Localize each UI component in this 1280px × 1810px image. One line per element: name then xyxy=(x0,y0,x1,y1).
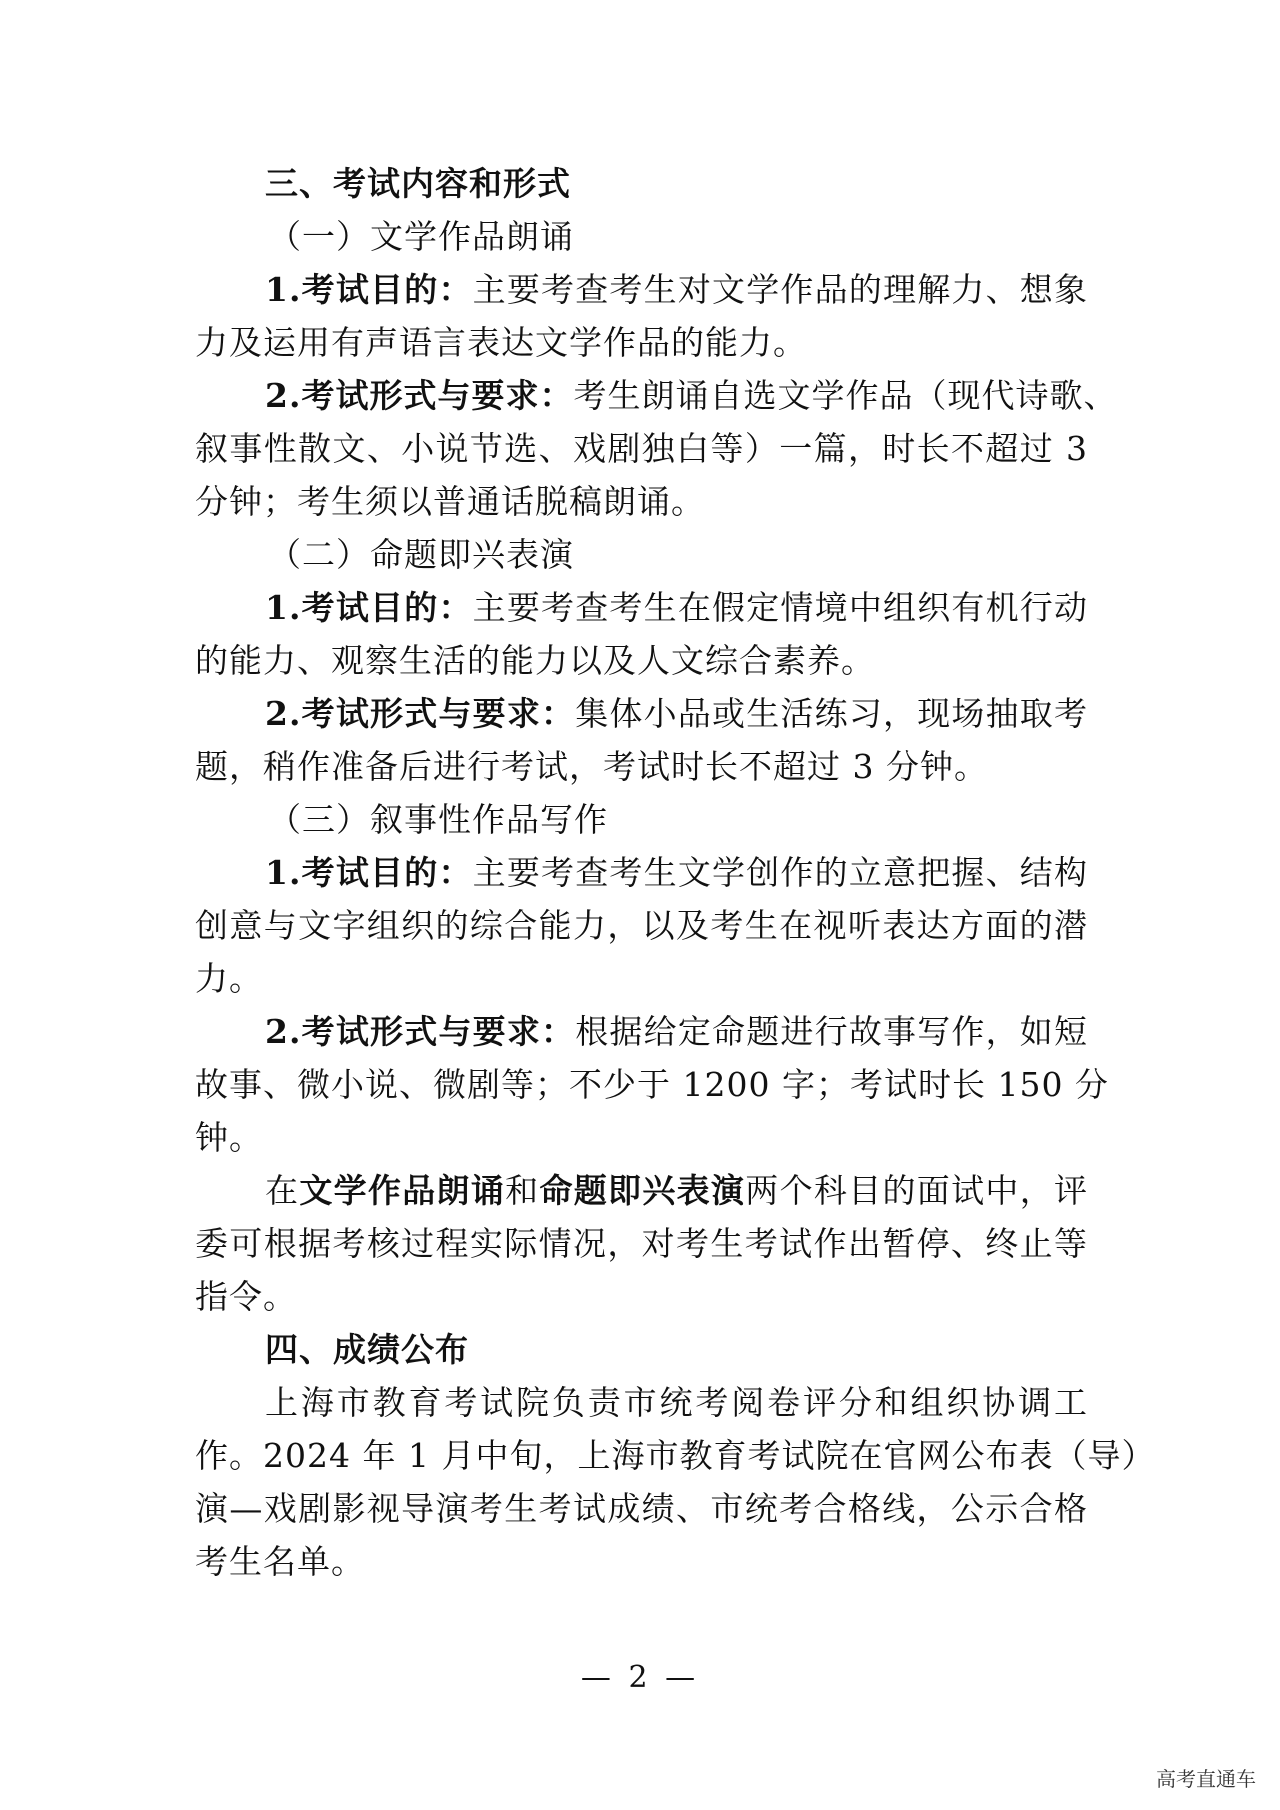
paragraph-line: 力。 xyxy=(195,959,263,998)
paragraph-line: 创意与文字组织的综合能力，以及考生在视听表达方面的潜 xyxy=(195,906,1088,945)
item-label: 1.考试目的： xyxy=(265,588,473,627)
paragraph-text: 考生朗诵自选文学作品（现代诗歌、 xyxy=(573,376,1118,415)
item-label: 2.考试形式与要求： xyxy=(265,1012,576,1051)
section-heading-exam-content: 三、考试内容和形式 xyxy=(265,164,571,203)
paragraph-line xyxy=(265,1012,1088,1052)
paragraph-line xyxy=(265,270,1088,310)
emphasis-text: 命题即兴表演 xyxy=(539,1171,746,1210)
paragraph-text: 和 xyxy=(505,1171,540,1210)
paragraph-line: 分钟；考生须以普通话脱稿朗诵。 xyxy=(195,482,705,521)
subheading-improv-performance: （二）命题即兴表演 xyxy=(268,535,574,574)
watermark: 高考直通车 xyxy=(1156,1767,1256,1791)
paragraph-line: 上海市教育考试院负责市统考阅卷评分和组织协调工 xyxy=(265,1383,1088,1422)
paragraph-text: 主要考查考生对文学作品的理解力、想象 xyxy=(472,270,1089,309)
paragraph-line: 叙事性散文、小说节选、戏剧独白等）一篇，时长不超过 3 xyxy=(195,429,1088,468)
paragraph-line: 指令。 xyxy=(195,1277,297,1316)
item-label: 2.考试形式与要求： xyxy=(265,694,576,733)
paragraph-line xyxy=(265,853,1088,893)
paragraph-text: 在 xyxy=(265,1171,300,1210)
paragraph-text: 主要考查考生文学创作的立意把握、结构 xyxy=(472,853,1089,892)
emphasis-text: 文学作品朗诵 xyxy=(299,1171,506,1210)
section-heading-score-release: 四、成绩公布 xyxy=(265,1330,469,1369)
paragraph-text: 主要考查考生在假定情境中组织有机行动 xyxy=(472,588,1089,627)
paragraph-line: 力及运用有声语言表达文学作品的能力。 xyxy=(195,323,807,362)
paragraph-text: 两个科目的面试中，评 xyxy=(745,1171,1089,1210)
paragraph-line xyxy=(265,1171,1088,1211)
paragraph-line: 委可根据考核过程实际情况，对考生考试作出暂停、终止等 xyxy=(195,1224,1088,1263)
subheading-literature-recitation: （一）文学作品朗诵 xyxy=(268,217,574,256)
paragraph-text: 根据给定命题进行故事写作，如短 xyxy=(575,1012,1089,1051)
item-label: 1.考试目的： xyxy=(265,270,473,309)
paragraph-line: 故事、微小说、微剧等；不少于 1200 字；考试时长 150 分 xyxy=(195,1065,1109,1104)
paragraph-line: 钟。 xyxy=(195,1118,263,1157)
item-label: 1.考试目的： xyxy=(265,853,473,892)
paragraph-line xyxy=(265,588,1088,628)
paragraph-line: 的能力、观察生活的能力以及人文综合素养。 xyxy=(195,641,875,680)
paragraph-text: 集体小品或生活练习，现场抽取考 xyxy=(575,694,1089,733)
paragraph-line: 演—戏剧影视导演考生考试成绩、市统考合格线，公示合格 xyxy=(195,1489,1088,1528)
item-label: 2.考试形式与要求： xyxy=(265,376,574,415)
paragraph-line xyxy=(265,376,1118,416)
subheading-narrative-writing: （三）叙事性作品写作 xyxy=(268,800,608,839)
paragraph-line: 题，稍作准备后进行考试，考试时长不超过 3 分钟。 xyxy=(195,747,988,786)
paragraph-line: 考生名单。 xyxy=(195,1542,365,1581)
paragraph-line xyxy=(265,694,1088,734)
paragraph-line: 作。2024 年 1 月中旬，上海市教育考试院在官网公布表（导） xyxy=(195,1436,1156,1475)
page-number: — 2 — xyxy=(580,1660,700,1695)
